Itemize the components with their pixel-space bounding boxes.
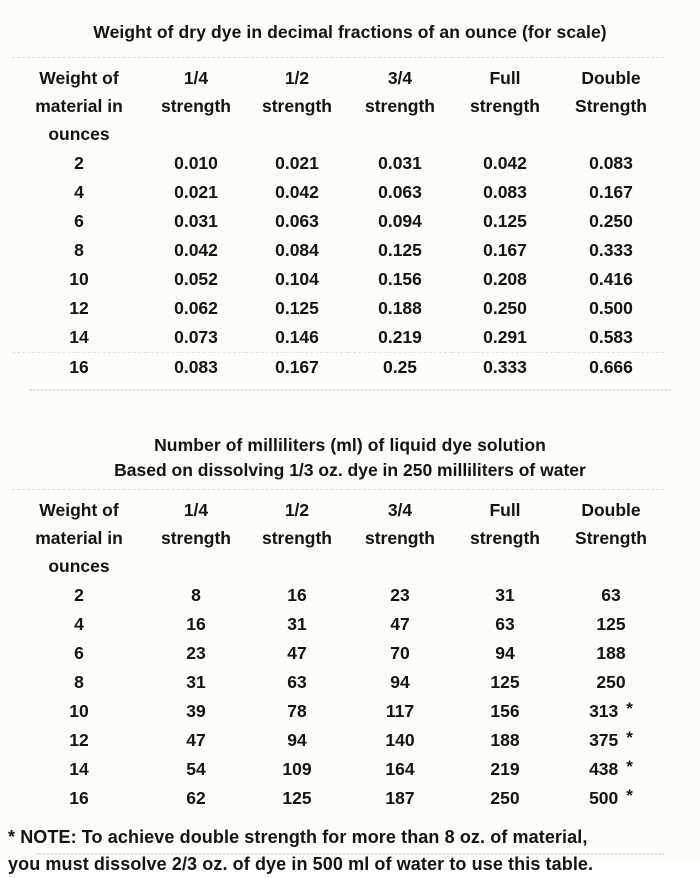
cell-value: 0.052 xyxy=(174,269,218,289)
dry-dye-table xyxy=(12,57,664,382)
cell-value: 0.500 xyxy=(589,298,633,318)
cell-value: 31 xyxy=(287,614,307,634)
cell-value: 0.073 xyxy=(174,327,218,347)
column-header: Double Strength xyxy=(558,58,664,150)
note-asterisk: * xyxy=(626,757,633,776)
cell-value: 0.031 xyxy=(174,211,218,231)
cell-value: 0.146 xyxy=(275,327,319,347)
row-weight-ounces: 14 xyxy=(69,327,89,347)
cell-value: 0.083 xyxy=(589,153,633,173)
row-weight-ounces: 16 xyxy=(12,353,146,383)
cell-value: 0.291 xyxy=(483,327,527,347)
cell-value: 0.042 xyxy=(275,182,319,202)
liquid-dye-table xyxy=(12,489,664,813)
row-weight-ounces: 8 xyxy=(74,672,84,692)
cell-value: 164 xyxy=(385,759,415,779)
column-header: 1/4 strength xyxy=(146,58,246,150)
cell-value: 500 * xyxy=(558,784,664,813)
cell-value: 313 * xyxy=(558,697,664,726)
cell-value: 140 xyxy=(385,730,415,750)
row-weight-ounces: 2 xyxy=(74,153,84,173)
note-line-1: * NOTE: To achieve double strength for more than 8 oz. of material, xyxy=(8,827,588,847)
cell-value: 188 xyxy=(596,643,626,663)
cell-value: 0.188 xyxy=(378,298,422,318)
scan-artifact-line xyxy=(30,389,670,391)
cell-value: 438 * xyxy=(558,755,664,784)
column-header: 1/2 strength xyxy=(246,490,348,582)
cell-value: 0.083 xyxy=(146,353,246,383)
cell-value: 125 xyxy=(490,672,520,692)
cell-value: 0.083 xyxy=(483,182,527,202)
cell-value: 125 xyxy=(596,614,626,634)
row-weight-ounces: 16 xyxy=(69,788,89,808)
cell-value: 0.167 xyxy=(483,240,527,260)
cell-value: 0.031 xyxy=(378,153,422,173)
cell-value: 0.063 xyxy=(275,211,319,231)
cell-value: 250 xyxy=(490,788,520,808)
column-header: 3/4 strength xyxy=(348,58,452,150)
cell-value: 0.208 xyxy=(483,269,527,289)
cell-value: 0.125 xyxy=(275,298,319,318)
cell-value: 0.583 xyxy=(589,327,633,347)
cell-value: 0.156 xyxy=(378,269,422,289)
cell-value: 0.219 xyxy=(378,327,422,347)
cell-value: 0.25 xyxy=(348,353,452,383)
note-asterisk: * xyxy=(626,728,633,747)
cell-value: 156 xyxy=(490,701,520,721)
cell-value: 0.250 xyxy=(589,211,633,231)
cell-value: 16 xyxy=(287,585,307,605)
row-weight-ounces: 8 xyxy=(74,240,84,260)
table-row xyxy=(12,755,664,784)
row-weight-ounces: 4 xyxy=(74,182,84,202)
cell-value: 109 xyxy=(282,759,312,779)
dry-table-title: Weight of dry dye in decimal fractions of an ounce (for scale) xyxy=(93,22,607,42)
table-row xyxy=(12,610,664,639)
column-header: 1/4 strength xyxy=(146,490,246,582)
cell-value: 0.333 xyxy=(452,353,558,383)
table-row xyxy=(12,726,664,755)
cell-value: 0.042 xyxy=(483,153,527,173)
cell-value: 0.125 xyxy=(378,240,422,260)
column-header: Double Strength xyxy=(558,490,664,582)
row-weight-ounces: 10 xyxy=(69,269,89,289)
cell-value: 23 xyxy=(390,585,410,605)
liquid-table-subtitle: Based on dissolving 1/3 oz. dye in 250 milliliters of water xyxy=(114,460,586,480)
table-row xyxy=(12,236,664,265)
cell-value: 31 xyxy=(495,585,515,605)
table-row xyxy=(12,149,664,178)
note-asterisk: * xyxy=(626,786,633,805)
cell-value: 54 xyxy=(186,759,206,779)
column-header: Full strength xyxy=(452,490,558,582)
table-row xyxy=(12,697,664,726)
liquid-table-header xyxy=(12,490,664,582)
cell-value: 94 xyxy=(287,730,307,750)
cell-value: 0.094 xyxy=(378,211,422,231)
cell-value: 0.125 xyxy=(483,211,527,231)
cell-value: 375 * xyxy=(558,726,664,755)
row-weight-ounces: 2 xyxy=(74,585,84,605)
cell-value: 94 xyxy=(390,672,410,692)
double-strength-note xyxy=(8,824,700,878)
cell-value: 31 xyxy=(186,672,206,692)
table-row xyxy=(12,353,664,383)
table-row xyxy=(12,639,664,668)
table-row xyxy=(12,668,664,697)
cell-value: 219 xyxy=(490,759,520,779)
cell-value: 0.021 xyxy=(174,182,218,202)
table-row xyxy=(12,294,664,323)
cell-value: 0.010 xyxy=(174,153,218,173)
table-row xyxy=(12,581,664,610)
cell-value: 78 xyxy=(287,701,307,721)
cell-value: 0.084 xyxy=(275,240,319,260)
row-weight-ounces: 12 xyxy=(69,298,89,318)
cell-value: 70 xyxy=(390,643,410,663)
cell-value: 94 xyxy=(495,643,515,663)
cell-value: 0.021 xyxy=(275,153,319,173)
row-weight-ounces: 6 xyxy=(74,211,84,231)
cell-value: 16 xyxy=(186,614,206,634)
cell-value: 0.063 xyxy=(378,182,422,202)
cell-value: 8 xyxy=(191,585,201,605)
column-header: Full strength xyxy=(452,58,558,150)
cell-value: 188 xyxy=(490,730,520,750)
cell-value: 62 xyxy=(186,788,206,808)
cell-value: 0.167 xyxy=(589,182,633,202)
cell-value: 63 xyxy=(601,585,621,605)
cell-value: 0.250 xyxy=(483,298,527,318)
cell-value: 0.666 xyxy=(558,353,664,383)
cell-value: 63 xyxy=(287,672,307,692)
table-row xyxy=(12,265,664,294)
cell-value: 0.416 xyxy=(589,269,633,289)
cell-value: 0.062 xyxy=(174,298,218,318)
cell-value: 47 xyxy=(186,730,206,750)
cell-value: 0.167 xyxy=(246,353,348,383)
cell-value: 0.333 xyxy=(589,240,633,260)
cell-value: 250 xyxy=(596,672,626,692)
liquid-table-title: Number of milliliters (ml) of liquid dye solution xyxy=(154,435,546,455)
table-row xyxy=(12,178,664,207)
cell-value: 0.104 xyxy=(275,269,319,289)
cell-value: 23 xyxy=(186,643,206,663)
cell-value: 117 xyxy=(385,701,415,721)
table-row xyxy=(12,207,664,236)
column-header: Weight of material in ounces xyxy=(12,58,146,150)
cell-value: 47 xyxy=(287,643,307,663)
column-header: Weight of material in ounces xyxy=(12,490,146,582)
row-weight-ounces: 4 xyxy=(74,614,84,634)
row-weight-ounces: 12 xyxy=(69,730,89,750)
cell-value: 39 xyxy=(186,701,206,721)
table-row xyxy=(12,323,664,353)
table-row xyxy=(12,784,664,813)
note-asterisk: * xyxy=(626,699,633,718)
cell-value: 47 xyxy=(390,614,410,634)
dry-table-header xyxy=(12,58,664,150)
cell-value: 125 xyxy=(282,788,312,808)
column-header: 1/2 strength xyxy=(246,58,348,150)
row-weight-ounces: 10 xyxy=(69,701,89,721)
column-header: 3/4 strength xyxy=(348,490,452,582)
note-line-2: you must dissolve 2/3 oz. of dye in 500 ml of water to use this table. xyxy=(8,854,594,874)
row-weight-ounces: 14 xyxy=(69,759,89,779)
cell-value: 187 xyxy=(385,788,415,808)
cell-value: 0.042 xyxy=(174,240,218,260)
scan-artifact-line xyxy=(36,853,664,855)
row-weight-ounces: 6 xyxy=(74,643,84,663)
cell-value: 63 xyxy=(495,614,515,634)
